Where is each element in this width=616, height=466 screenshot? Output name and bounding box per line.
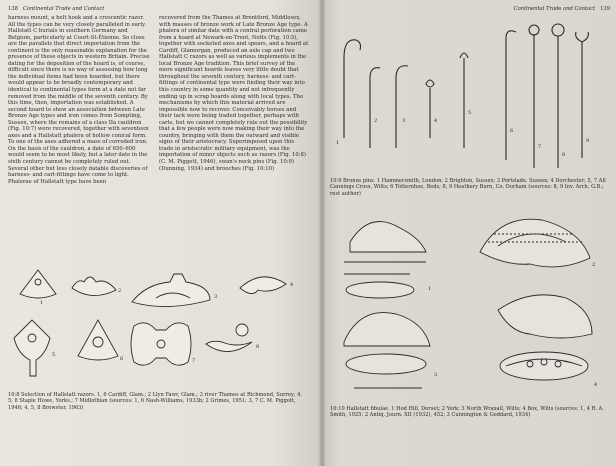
- fibula-4-bow: [498, 295, 592, 338]
- razor-5-hole: [28, 334, 36, 342]
- pin-7-head: [529, 25, 539, 35]
- pin-6: [506, 31, 516, 160]
- fibula-2-bow: [480, 219, 590, 267]
- razor-5-shape: [14, 320, 50, 376]
- pin-3: [396, 66, 408, 148]
- razor-8-shape: [206, 341, 252, 351]
- fibulae-drawing: [330, 202, 610, 402]
- fibula-4-boss-2: [541, 359, 547, 365]
- fibula-num-4: 4: [594, 382, 598, 388]
- fibula-1-pin: [344, 262, 426, 274]
- pin-num-3: 3: [402, 118, 406, 124]
- pin-num-5: 5: [468, 110, 472, 116]
- razors-figure: [6, 268, 314, 388]
- razor-7-hole: [157, 340, 165, 348]
- fibula-3-plan: [346, 354, 426, 374]
- pin-num-9: 9: [586, 138, 590, 144]
- razor-3-shape: [132, 274, 210, 307]
- razor-num-7: 7: [192, 358, 196, 364]
- razor-6-ring: [93, 337, 103, 347]
- pins-caption: 10:9 Bronze pins. 1 Hammersmith, London; 2 Brighton, Sussex; 3 Portslade, Sussex; 4 Dorchester; 5, 7 All Cannings Cross, Wilts; 6 Totternhoe, Beds; 8, 9 Heathery Burn, Co. Durham (sources: 8, 9 Inv. Arch. G.B.; rest author): [330, 178, 606, 197]
- razor-num-1: 1: [40, 300, 44, 306]
- razor-num-4: 4: [290, 282, 294, 288]
- left-col2-paragraph: recovered from the Thames at Brentford, Middlesex, with masses of bronze work of Late Bronze Age type. A phalera of similar date with a central perforation came from a hoard at Newark-on-Trent, Notts (Fig. 10:5), together with socketed axes and spears, and a hoard at Cardiff, Glamorgan, produced an axle cap and two Hallstatt C razors as well as various implements in the local Bronze Age tradition. This brief survey of the more significant hoards leaves very little doubt that throughout the seventh century, harness- and cart-fittings of continental type were finding their way into this country in some quantity and not infrequently ending up in scrap hoards along with local types. The mechanisms by which this material arrived are impossible now to recover. Conceivably horses and their tack were being traded together, perhaps with carts, but we cannot completely rule out the possibility that a few people were now making their way into the country, bringing with them the outward and visible signs of their aristocracy. Superimposed upon this trade in aristocratic military equipment, was the importation of minor objects such as razors (Fig. 10:8) (C. M. Piggott, 1946), swan's neck pins (Fig. 10:9) (Dunning, 1934) and brooches (Fig. 10:10): [159, 15, 309, 172]
- left-text-column-2: [159, 15, 309, 273]
- right-page-number: 139: [600, 6, 610, 12]
- fibula-4-boss-3: [555, 361, 561, 367]
- razor-1-hole: [35, 279, 41, 285]
- pin-num-4: 4: [434, 118, 438, 124]
- fibula-4-plan: [500, 352, 588, 380]
- fibulae-figure: [330, 202, 610, 402]
- pin-8-head: [552, 24, 564, 36]
- fibula-num-2: 2: [592, 262, 596, 268]
- pin-num-7: 7: [538, 144, 542, 150]
- book-gutter: [318, 0, 326, 466]
- right-page: [322, 0, 616, 466]
- left-page-number: 138: [8, 6, 18, 12]
- fibula-1-bow: [350, 222, 426, 252]
- razors-drawing: [6, 268, 314, 388]
- left-text-column-1: [8, 15, 151, 273]
- fibula-1-plan: [346, 282, 414, 298]
- fibula-num-3: 3: [434, 372, 438, 378]
- left-running-head-title: Continental Trade and Contact: [22, 6, 105, 12]
- razor-num-3: 3: [214, 294, 218, 300]
- pin-num-2: 2: [374, 118, 378, 124]
- razor-num-8: 8: [256, 344, 260, 350]
- pin-2: [370, 68, 380, 148]
- pins-drawing: [330, 18, 610, 178]
- right-running-head-title: Continental Trade and Contact: [513, 6, 596, 12]
- pin-1: [344, 40, 361, 138]
- pin-num-8: 8: [562, 152, 566, 158]
- razor-num-2: 2: [118, 288, 122, 294]
- left-running-head: [8, 6, 104, 12]
- razors-caption: 10:8 Selection of Hallstatt razors. 1, 6 Cardiff, Glam.; 2 Llyn Fawr, Glam.; 3 river Thames at Richmond, Surrey; 4, 5, 8 Staple Howe, Yorks.; 7 Midlothian (sources: 1, 6 Nash-Williams, 1933b; 2 Grimes, 1951; 3, 7 C. M. Piggott, 1946; 4, 5, 8 Brewster, 1963): [8, 392, 302, 411]
- fibulae-caption: 10:10 Hallstatt fibulae. 1 Hod Hill, Dorset; 2 York; 3 North Wraxall, Wilts; 4 Box, Wilts (sources: 1, 4 R. A. Smith, 1925; 2 Antiq. Journ. XII (1932), 452; 3 Cunnington & Goddard, 1934): [330, 406, 604, 419]
- razor-num-5: 5: [52, 352, 56, 358]
- left-col1-paragraph: harness mount, a belt hook and a crescentic razor. All the types can be very closely paralleled in early Hallstatt C burials in southern Germany and Belgium, particularly at Court-St-Étienne. So close are the parallels that direct importation from the continent is the only reasonable explanation for the presence of these objects in western Britain. Precise dating for the deposition of the hoard is, of course, difficult since there is no way of assessing how long the individual items had been hoarded, but there would appear to be broadly contemporary and identical to continental types form at a date not far removed from the middle of the seventh century. By this time, then, importation was established. A second hoard to show an association between Late Bronze Age types and iron comes from Sompting, Sussex, where the remains of a class IIa cauldron (Fig. 10:7) were recovered, together with seventeen axes and a Hallstatt phalera of hollow conical form. To one of the axes adhered a mass of corroded iron. On the basis of the cauldron, a date of 650–600 would seem to be most likely, but a later date in the sixth century cannot be completely ruled out. Several other but less closely datable discoveries of harness- and cart-fittings have come to light. Phalerae of Hallstatt type have been: [8, 15, 150, 185]
- pins-figure: [330, 18, 610, 178]
- fibula-4-boss-1: [527, 361, 533, 367]
- pin-num-6: 6: [510, 128, 514, 134]
- fibula-num-1: 1: [428, 286, 432, 292]
- pin-5-head: [460, 53, 468, 58]
- pin-num-1: 1: [336, 140, 340, 146]
- razor-4-shape: [240, 277, 286, 294]
- razor-8-ring: [236, 324, 248, 336]
- razor-2-shape: [72, 277, 116, 296]
- pin-4: [426, 80, 434, 138]
- fibula-3-bow: [344, 313, 430, 346]
- right-running-head: [514, 6, 610, 12]
- razor-num-6: 6: [120, 356, 124, 362]
